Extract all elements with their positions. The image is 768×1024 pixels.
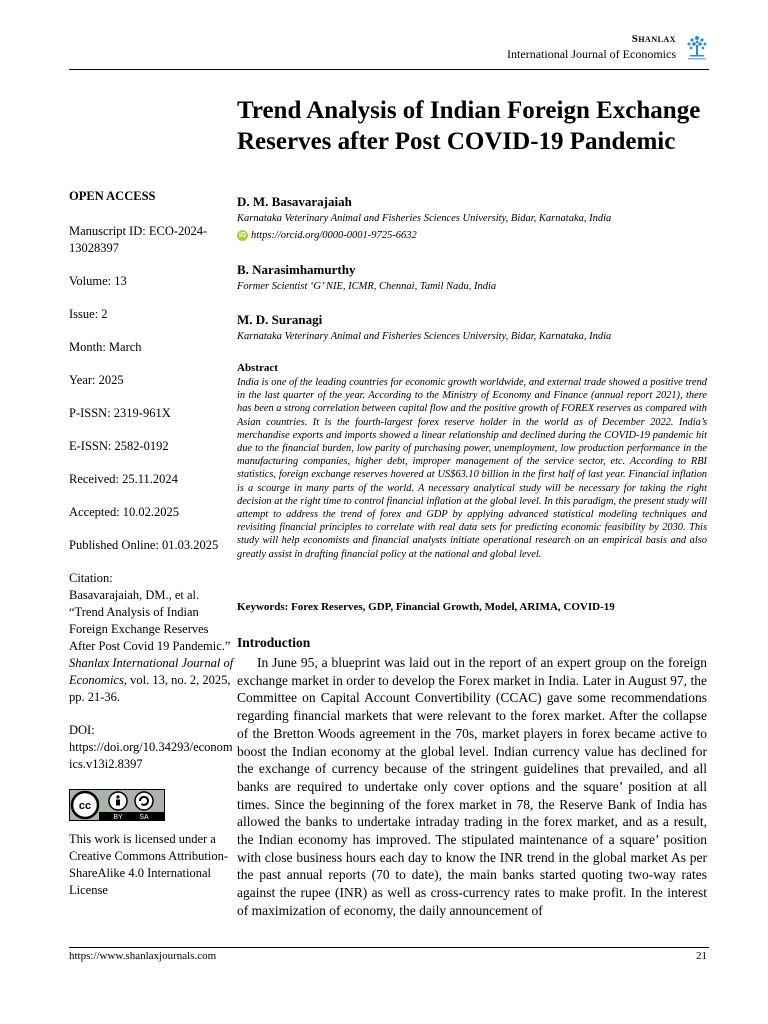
citation-tail: , vol. 13, no. 2, 2025, pp. 21-36. <box>69 673 231 704</box>
page-number: 21 <box>696 950 707 962</box>
cc-by-label: BY <box>113 814 123 821</box>
citation <box>69 570 234 706</box>
author-name-1: D. M. Basavarajaiah <box>237 194 352 209</box>
cc-sa-label: SA <box>139 814 149 821</box>
citation-label: Citation: <box>69 571 113 585</box>
manuscript-id: Manuscript ID: ECO-2024-13028397 <box>69 224 208 255</box>
received-date: Received: 25.11.2024 <box>69 472 178 486</box>
abstract-text: India is one of the leading countries for economic growth worldwide, and external trade showed a positive trend in the last quarter of the year. According to the Ministry of Economy and Finance (annual report 2021), there has been a strong correlation between capital flow and the positive growth of FOREX reserves as compared with Asian countries. It is the fourth-largest forex reserve holder in the world as of December 2022. India’s merchandise exports and imports showed a linear relationship and declined during the COVID-19 pandemic hit due to the financial burden, low parity of purchasing power, unemployment, low production performance in the manufacturing companies, higher debt, improper management of the service sector, etc. According to RBI statistics, foreign exchange reserves hovered at US$63.10 billion in the first half of last year. Financial inflation is a scourge in many parts of the world. A necessary analytical study will be necessary for taking the right decision at the right time to control financial inflation at the global level. In this paradigm, the present study will attempt to address the trend of forex and GDP by applying advanced statistical modeling techniques and revisiting financial principles to correlate with real data sets for predicting economic feasibility by 2030. This study will help economists and financial analysts initiate operational research on an empirical basis and also greatly assist in drafting financial policy at the national and global level. <box>237 377 707 560</box>
doi-link[interactable]: https://doi.org/10.34293/economics.v13i2.8397 <box>69 740 233 771</box>
e-issn: E-ISSN: 2582-0192 <box>69 439 169 453</box>
open-access-label: OPEN ACCESS <box>69 189 156 203</box>
svg-text:cc: cc <box>78 800 92 812</box>
introduction-heading: Introduction <box>237 635 311 650</box>
doi-label: DOI: <box>69 723 95 737</box>
doi <box>69 722 234 773</box>
published-date: Published Online: 01.03.2025 <box>69 538 219 552</box>
orcid-icon: iD <box>239 232 246 239</box>
month: Month: March <box>69 340 142 354</box>
header-divider <box>69 69 709 70</box>
accepted-date: Accepted: 10.02.2025 <box>69 505 180 519</box>
footer-url[interactable]: https://www.shanlaxjournals.com <box>69 950 217 962</box>
paper-title: Trend Analysis of Indian Foreign Exchange Reserves after Post COVID-19 Pandemic <box>237 97 701 155</box>
cc-by-sa-license-icon[interactable] <box>69 789 165 821</box>
author-affiliation-3: Karnataka Veterinary Animal and Fisheries Sciences University, Bidar, Karnataka, India <box>237 331 612 342</box>
journal-name: International Journal of Economics <box>507 47 676 61</box>
publisher-logo-icon <box>683 33 711 63</box>
introduction-text: In June 95, a blueprint was laid out in the report of an expert group on the foreign exchange market in order to develop the Forex market in India. Later in August 97, the Committee on Capital Account Convertibility (CCAC) gave some recommendations regarding financial markets that were relevant to the forex market. After the collapse of the Bretton Woods agreement in the 70s, market players in forex became active to boost the Indian economy at the global level. Indian currency value has declined for the exchange of currency because of the stringent guidelines that prevailed, and all banks are required to undertake only cover options and the square’ position at all times. Since the beginning of the forex market in 78, the Reserve Bank of India has allowed the banks to undertake intraday trading in the forex market, and as a result, the Indian economy has improved. The stipulated maintenance of a square’ position with close business hours each day to know the INR trend in the global market As per the past annual reports (70 to date), the main banks started quoting two-way rates against the rupee (INR) as well as cross-currency rates to make profit. In the interest of maximization of economy, the daily announcement of <box>237 655 707 918</box>
keywords: Keywords: Forex Reserves, GDP, Financial Growth, Model, ARIMA, COVID-19 <box>237 601 615 613</box>
author-affiliation-2: Former Scientist ‘G’ NIE, ICMR, Chennai, Tamil Nadu, India <box>237 281 497 292</box>
orcid-link[interactable]: https://orcid.org/0000-0001-9725-6632 <box>251 230 417 241</box>
publisher-name: Shanlax <box>631 33 676 45</box>
citation-text: Basavarajaiah, DM., et al. “Trend Analysis of Indian Foreign Exchange Reserves After Post Covid 19 Pandemic.” <box>69 588 231 653</box>
article-info-sidebar <box>69 188 234 899</box>
author-orcid-1[interactable] <box>237 230 417 241</box>
p-issn: P-ISSN: 2319-961X <box>69 406 171 420</box>
year: Year: 2025 <box>69 373 124 387</box>
abstract-heading: Abstract <box>237 362 278 374</box>
author-name-2: B. Narasimhamurthy <box>237 262 356 277</box>
author-name-3: M. D. Suranagi <box>237 312 323 327</box>
author-affiliation-1: Karnataka Veterinary Animal and Fisheries Sciences University, Bidar, Karnataka, India <box>237 213 612 224</box>
issue: Issue: 2 <box>69 307 108 321</box>
volume: Volume: 13 <box>69 274 127 288</box>
footer-divider <box>69 947 709 948</box>
license-text: This work is licensed under a Creative Commons Attribution-ShareAlike 4.0 International License <box>69 832 229 897</box>
citation-journal: Shanlax International Journal of Economics <box>69 656 234 687</box>
